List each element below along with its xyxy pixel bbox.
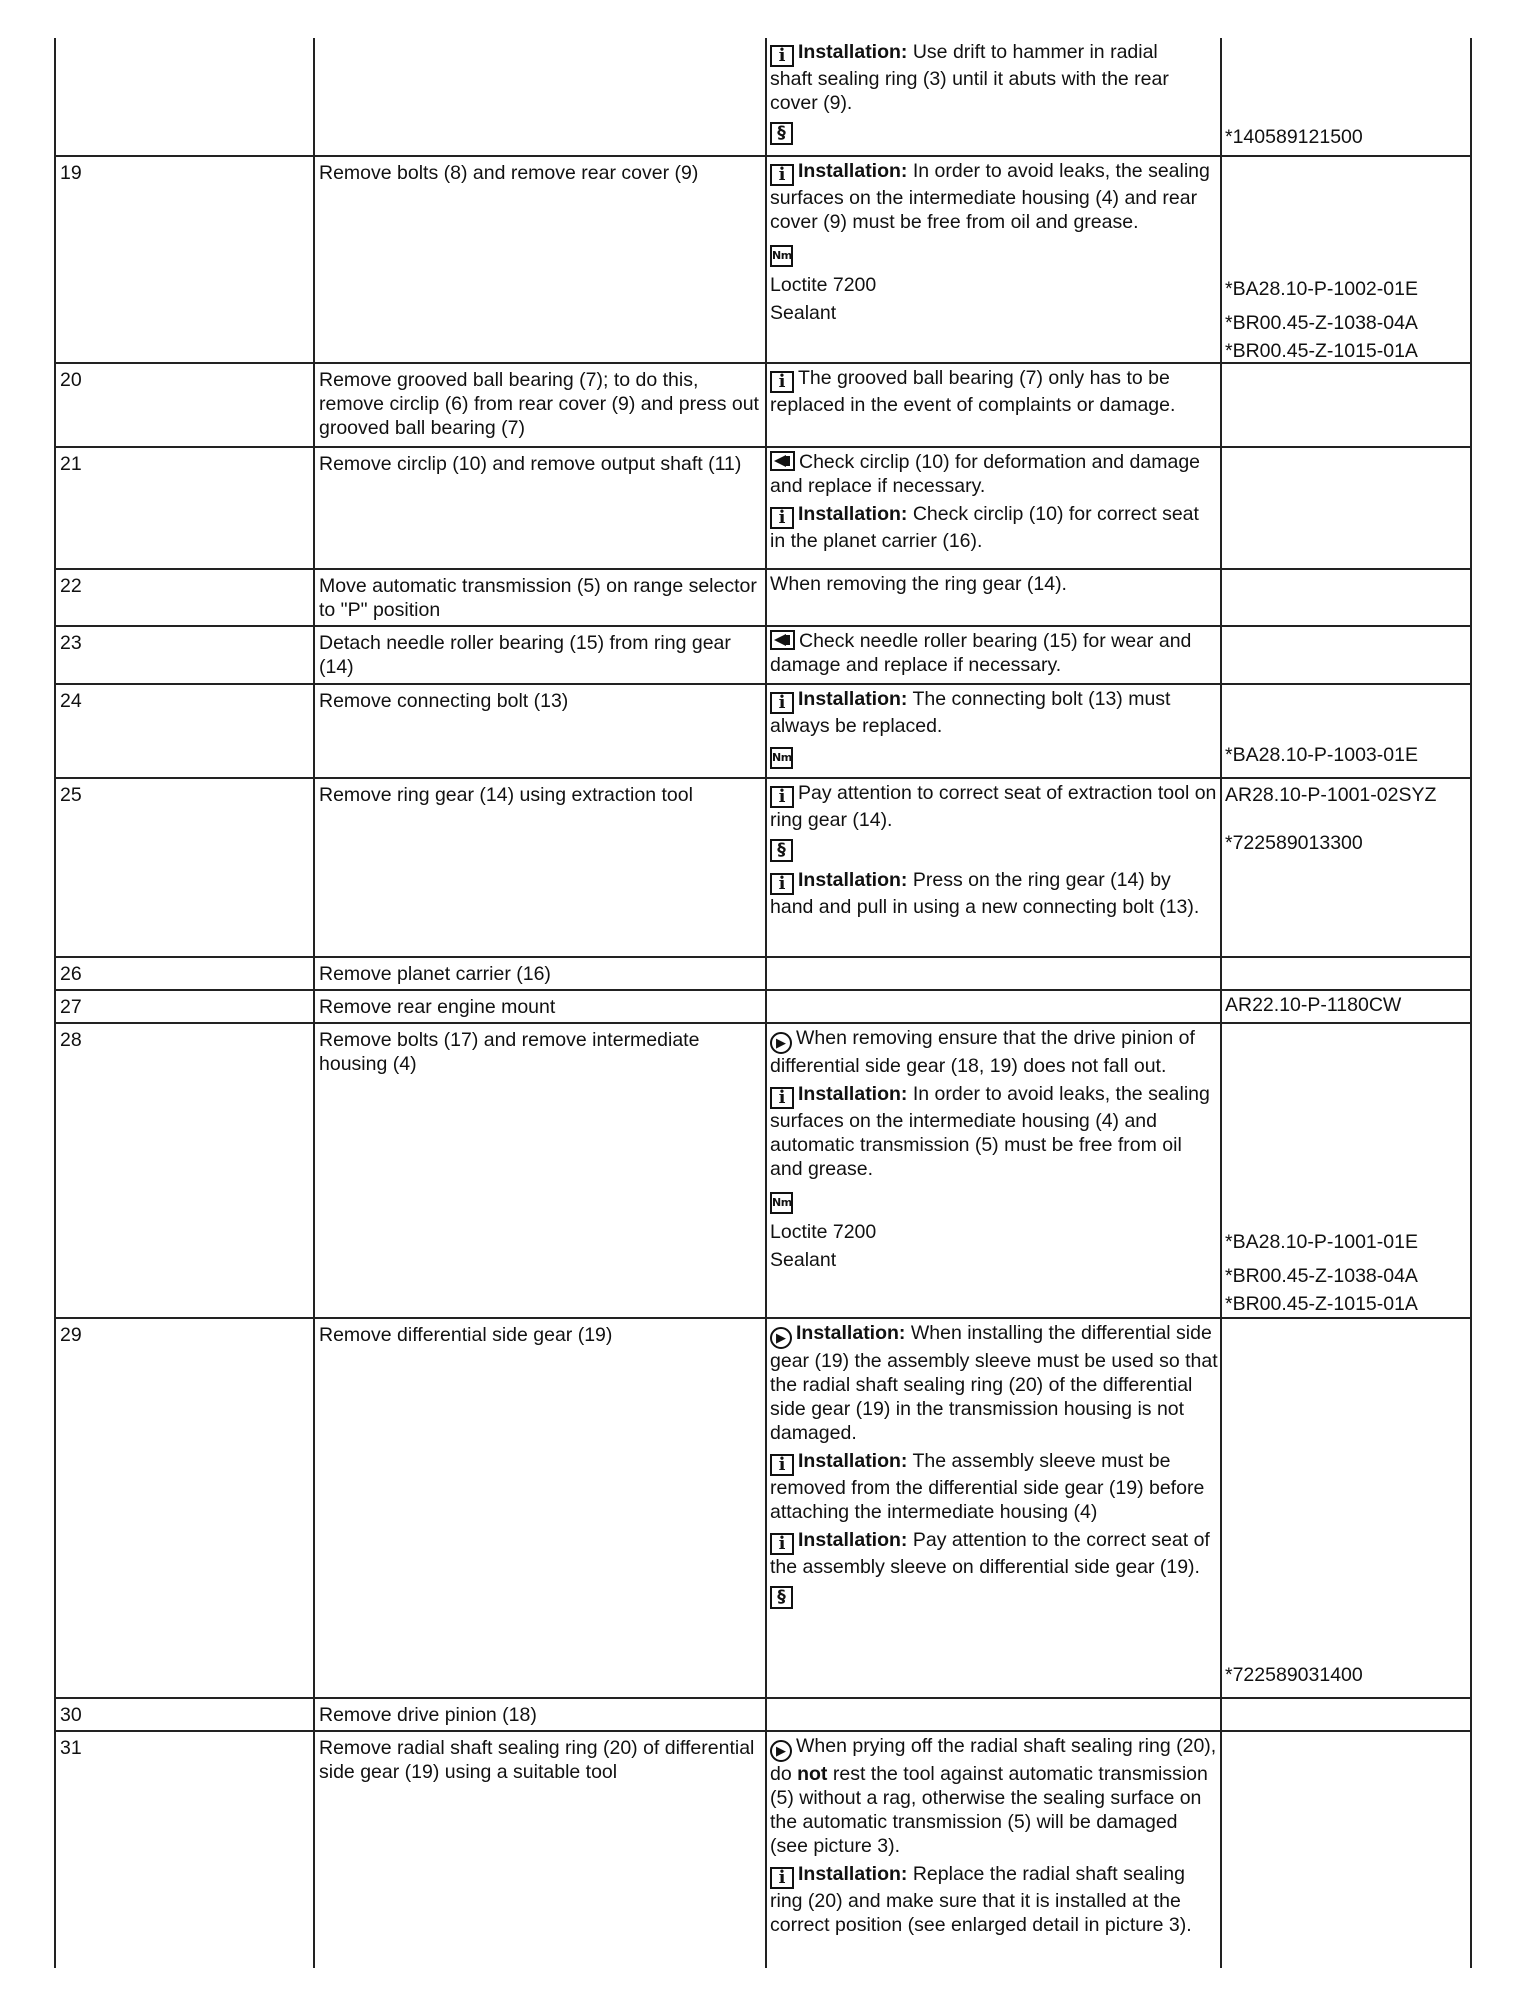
ar-reference-link[interactable]: AR22.10-P-1180CW <box>1225 994 1402 1016</box>
step-number: 28 <box>54 1024 313 1317</box>
note-text: Use drift to hammer in radial shaft sealing ring (3) until it abuts with the rear cover (9). <box>770 41 1169 114</box>
step-notes <box>765 157 1220 362</box>
step-number: 19 <box>54 157 313 362</box>
check-icon <box>770 451 795 471</box>
step-references <box>1220 627 1472 683</box>
note-text: Pay attention to correct seat of extraction tool on ring gear (14). <box>770 782 1217 831</box>
info-icon: i <box>770 45 794 67</box>
step-references <box>1220 157 1472 362</box>
warning-icon: ▶ <box>770 1032 792 1054</box>
note-text: Press on the ring gear (14) by hand and pull in using a new connecting bolt (13). <box>770 869 1200 918</box>
note-text: When installing the differential side gear (19) the assembly sleeve must be used so that the radial shaft sealing ring (20) of the differential side gear (19) in the transmission housing is not damaged. <box>770 1322 1218 1444</box>
special-tool-icon: § <box>770 122 793 145</box>
note-text: Check needle roller bearing (15) for wear and damage and replace if necessary. <box>770 630 1192 676</box>
step-description: Remove grooved ball bearing (7); to do this, remove circlip (6) from rear cover (9) and press out grooved ball bearing (7) <box>313 364 765 446</box>
loctite-label: Loctite 7200 <box>770 274 877 296</box>
info-icon: i <box>770 873 794 895</box>
loctite-label: Loctite 7200 <box>770 1221 877 1243</box>
note-text: Pay attention to the correct seat of the assembly sleeve on differential side gear (19). <box>770 1529 1210 1578</box>
check-icon <box>770 630 795 650</box>
step-notes <box>765 958 1220 989</box>
step-references <box>1220 1699 1472 1730</box>
special-tool-icon: § <box>770 1586 793 1609</box>
table-row <box>54 155 1472 362</box>
torque-reference: *BA28.10-P-1002-01E <box>1225 278 1418 300</box>
table-row <box>54 362 1472 446</box>
step-number: 21 <box>54 448 313 568</box>
step-notes <box>765 448 1220 568</box>
table-row <box>54 625 1472 683</box>
note-text: In order to avoid leaks, the sealing surfaces on the intermediate housing (4) and rear cover (9) must be free from oil and grease. <box>770 160 1210 233</box>
step-notes <box>765 1732 1220 1968</box>
step-notes <box>765 685 1220 777</box>
sealant-reference: *BR00.45-Z-1015-01A <box>1225 1293 1418 1315</box>
note-text: When prying off the radial shaft sealing ring (20), do <box>770 1735 1217 1785</box>
table-row <box>54 989 1472 1022</box>
step-number: 31 <box>54 1732 313 1968</box>
note-text: rest the tool against automatic transmission (5) without a rag, otherwise the sealing surface on the automatic transmission (5) will be damaged (see picture 3). <box>770 1763 1208 1857</box>
table-row <box>54 38 1472 155</box>
step-number: 27 <box>54 991 313 1022</box>
ar-reference-link[interactable]: AR28.10-P-1001-02SYZ <box>1225 784 1437 806</box>
step-references <box>1220 1319 1472 1697</box>
step-references <box>1220 958 1472 989</box>
loctite-reference: *BR00.45-Z-1038-04A <box>1225 1265 1418 1287</box>
torque-reference: *BA28.10-P-1001-01E <box>1225 1231 1418 1253</box>
note-text: In order to avoid leaks, the sealing surfaces on the intermediate housing (4) and automatic transmission (5) must be free from oil and grease. <box>770 1083 1210 1180</box>
step-description: Remove drive pinion (18) <box>313 1699 765 1730</box>
note-text: Check circlip (10) for deformation and damage and replace if necessary. <box>770 451 1201 497</box>
step-description: Remove planet carrier (16) <box>313 958 765 989</box>
table-row <box>54 446 1472 568</box>
tool-number: *722589031400 <box>1225 1664 1363 1686</box>
step-references <box>1220 685 1472 777</box>
step-references <box>1220 1024 1472 1317</box>
info-icon: i <box>770 1533 794 1555</box>
step-notes <box>765 627 1220 683</box>
step-notes <box>765 1319 1220 1697</box>
step-number: 26 <box>54 958 313 989</box>
step-references <box>1220 448 1472 568</box>
step-description: Detach needle roller bearing (15) from ring gear (14) <box>313 627 765 683</box>
sealant-label: Sealant <box>770 302 837 324</box>
step-notes <box>765 991 1220 1022</box>
note-text: The connecting bolt (13) must always be replaced. <box>770 688 1171 737</box>
step-number: 30 <box>54 1699 313 1730</box>
step-notes <box>765 1699 1220 1730</box>
table-row <box>54 568 1472 625</box>
note-label: Installation: <box>798 688 908 710</box>
note-text: When removing ensure that the drive pinion of differential side gear (18, 19) does not fall out. <box>770 1027 1195 1077</box>
step-number: 24 <box>54 685 313 777</box>
info-icon: i <box>770 1087 794 1109</box>
step-description <box>313 38 765 155</box>
warning-icon: ▶ <box>770 1327 792 1349</box>
table-row <box>54 777 1472 956</box>
note-emphasis: not <box>797 1763 828 1785</box>
info-icon: i <box>770 692 794 714</box>
torque-reference: *BA28.10-P-1003-01E <box>1225 744 1418 766</box>
special-tool-icon: § <box>770 839 793 862</box>
note-text: Replace the radial shaft sealing ring (20) and make sure that it is installed at the correct position (see enlarged detail in picture 3). <box>770 1863 1192 1936</box>
step-references <box>1220 1732 1472 1968</box>
step-references <box>1220 991 1472 1022</box>
step-notes <box>765 38 1220 155</box>
sealant-label: Sealant <box>770 1249 837 1271</box>
step-description: Remove bolts (17) and remove intermediate housing (4) <box>313 1024 765 1317</box>
step-description: Remove rear engine mount <box>313 991 765 1022</box>
note-text: When removing the ring gear (14). <box>770 573 1067 595</box>
note-label: Installation: <box>796 1322 906 1344</box>
table-row <box>54 1697 1472 1730</box>
step-description: Remove differential side gear (19) <box>313 1319 765 1697</box>
step-number: 20 <box>54 364 313 446</box>
step-description: Move automatic transmission (5) on range selector to "P" position <box>313 570 765 625</box>
step-references <box>1220 364 1472 446</box>
step-notes <box>765 779 1220 956</box>
procedure-table <box>54 38 1472 1968</box>
note-label: Installation: <box>798 160 908 182</box>
step-number: 25 <box>54 779 313 956</box>
note-label: Installation: <box>798 869 908 891</box>
step-description: Remove ring gear (14) using extraction tool <box>313 779 765 956</box>
step-notes <box>765 1024 1220 1317</box>
warning-icon: ▶ <box>770 1740 792 1762</box>
info-icon: i <box>770 507 794 529</box>
torque-icon: Nm <box>770 747 793 769</box>
sealant-reference: *BR00.45-Z-1015-01A <box>1225 340 1418 362</box>
table-row <box>54 1730 1472 1968</box>
note-label: Installation: <box>798 1450 908 1472</box>
step-notes <box>765 570 1220 625</box>
step-description: Remove bolts (8) and remove rear cover (9) <box>313 157 765 362</box>
note-label: Installation: <box>798 1083 908 1105</box>
torque-icon: Nm <box>770 1192 793 1214</box>
info-icon: i <box>770 371 794 393</box>
table-row <box>54 956 1472 989</box>
step-description: Remove radial shaft sealing ring (20) of differential side gear (19) using a suitable tool <box>313 1732 765 1968</box>
loctite-reference: *BR00.45-Z-1038-04A <box>1225 312 1418 334</box>
tool-number: *722589013300 <box>1225 832 1363 854</box>
note-text: Check circlip (10) for correct seat in the planet carrier (16). <box>770 503 1199 552</box>
info-icon: i <box>770 164 794 186</box>
table-row <box>54 1317 1472 1697</box>
step-number: 29 <box>54 1319 313 1697</box>
note-label: Installation: <box>798 1863 908 1885</box>
step-number <box>54 38 313 155</box>
info-icon: i <box>770 786 794 808</box>
step-notes <box>765 364 1220 446</box>
table-row <box>54 1022 1472 1317</box>
note-text: The assembly sleeve must be removed from the differential side gear (19) before attaching the intermediate housing (4) <box>770 1450 1205 1523</box>
torque-icon: Nm <box>770 245 793 267</box>
note-label: Installation: <box>798 1529 908 1551</box>
info-icon: i <box>770 1867 794 1889</box>
table-row <box>54 683 1472 777</box>
note-label: Installation: <box>798 41 908 63</box>
step-number: 23 <box>54 627 313 683</box>
step-references <box>1220 570 1472 625</box>
step-number: 22 <box>54 570 313 625</box>
tool-number: *140589121500 <box>1225 126 1363 148</box>
note-label: Installation: <box>798 503 908 525</box>
step-description: Remove connecting bolt (13) <box>313 685 765 777</box>
step-description: Remove circlip (10) and remove output shaft (11) <box>313 448 765 568</box>
step-references <box>1220 779 1472 956</box>
note-text: The grooved ball bearing (7) only has to be replaced in the event of complaints or damage. <box>770 367 1176 416</box>
info-icon: i <box>770 1454 794 1476</box>
step-references <box>1220 38 1472 155</box>
